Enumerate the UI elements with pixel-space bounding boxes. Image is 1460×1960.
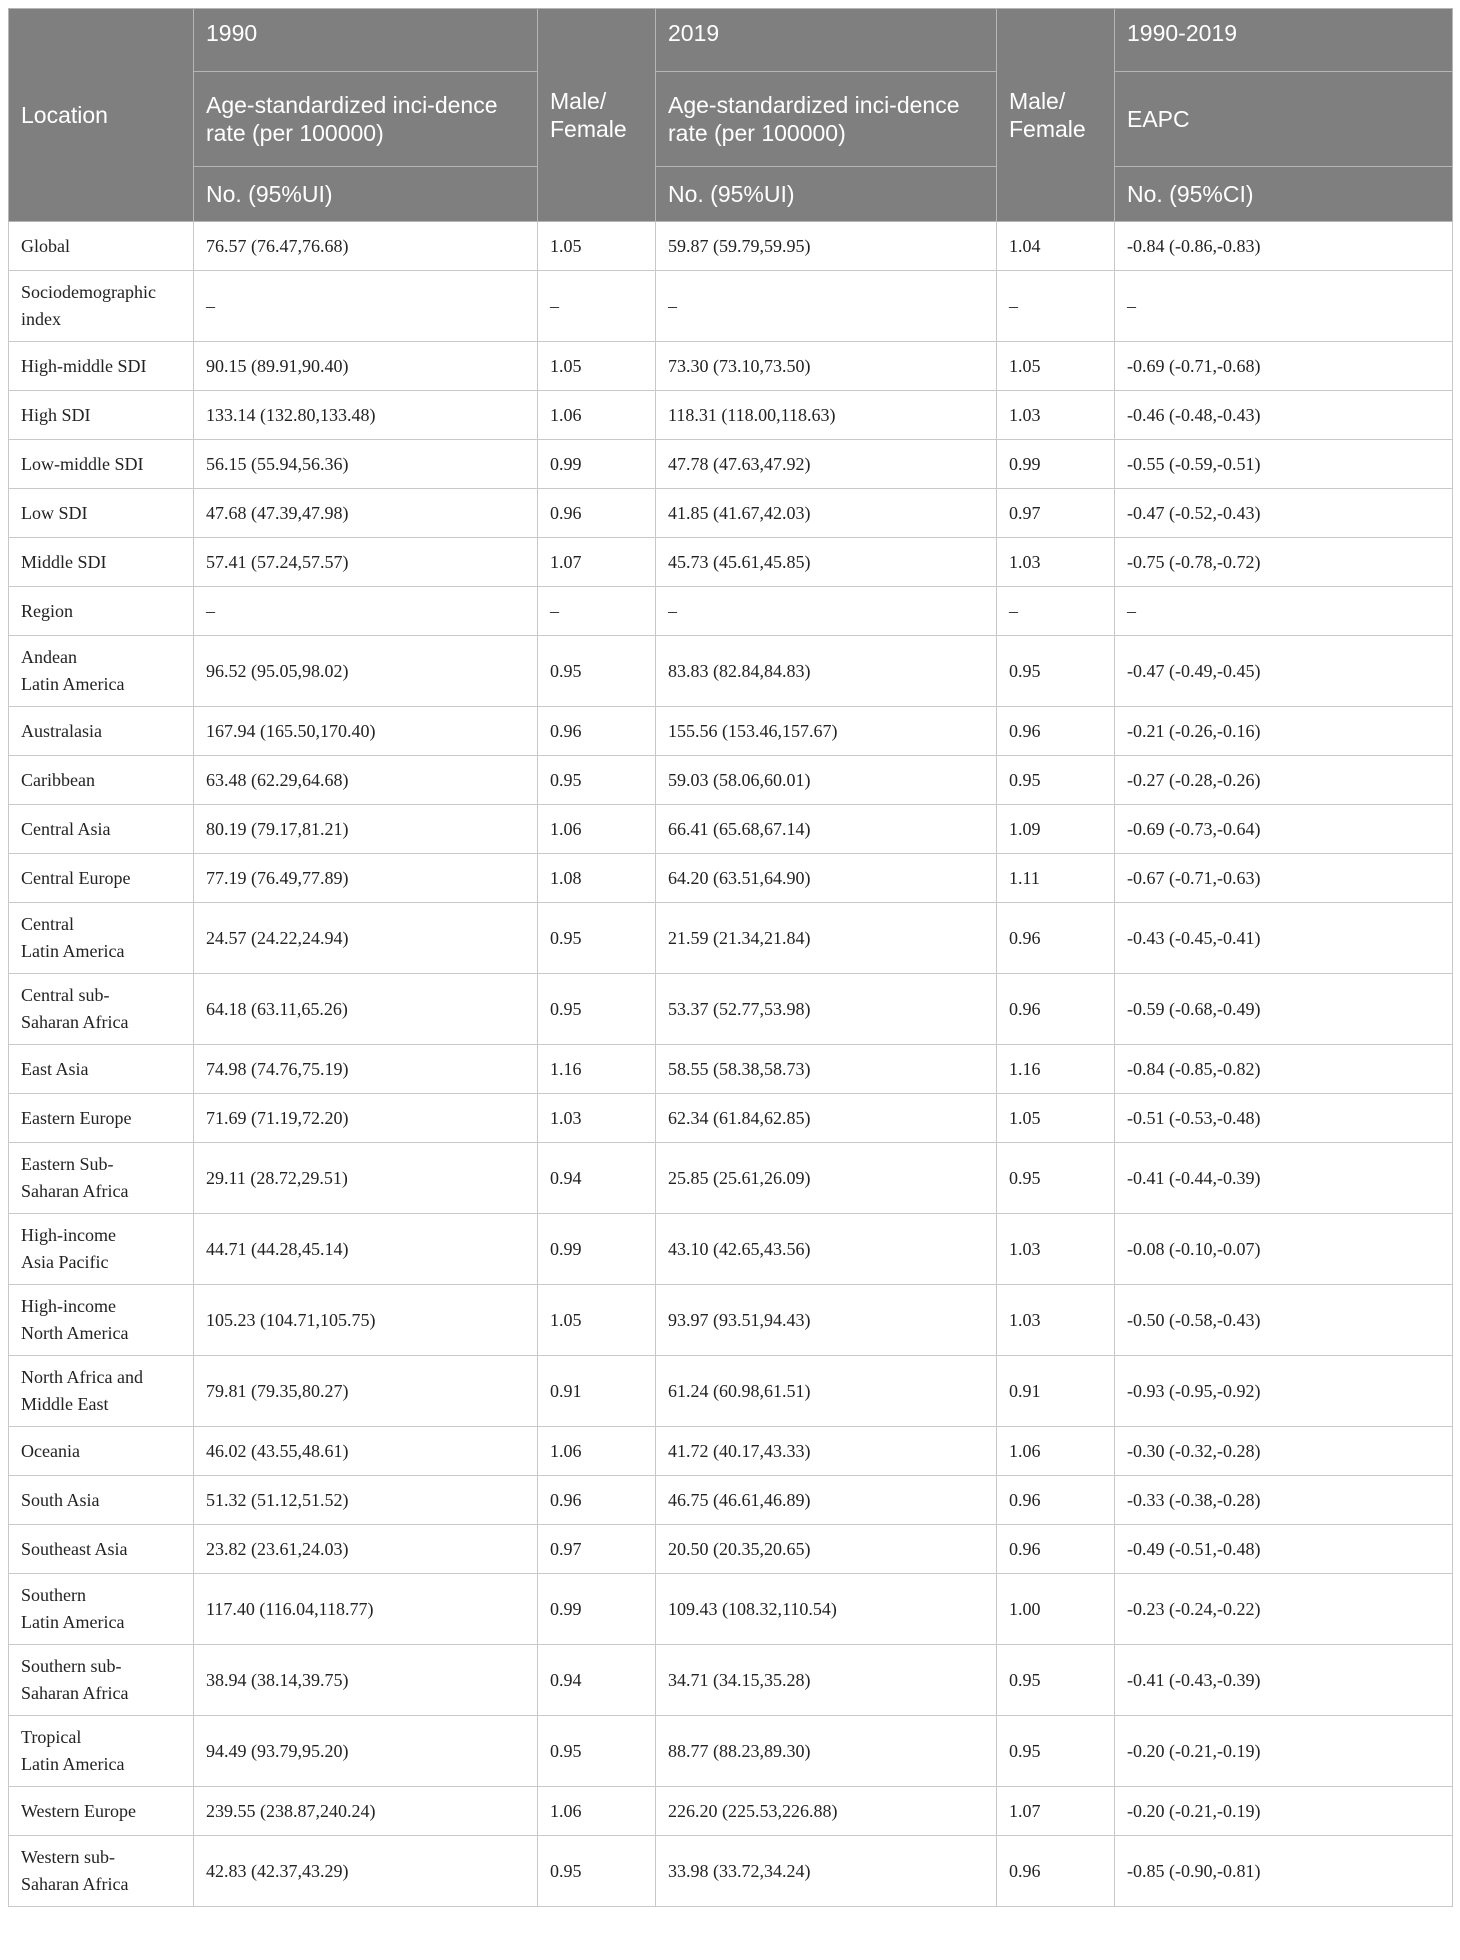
cell-eapc: -0.27 (-0.28,-0.26)	[1115, 756, 1453, 805]
cell-asir-1990: 133.14 (132.80,133.48)	[194, 391, 538, 440]
cell-location: Western Europe	[9, 1787, 194, 1836]
cell-asir-2019: 47.78 (47.63,47.92)	[656, 440, 997, 489]
cell-eapc: -0.21 (-0.26,-0.16)	[1115, 707, 1453, 756]
cell-mf-1990: 0.95	[538, 903, 656, 974]
cell-mf-2019: 1.05	[997, 1094, 1115, 1143]
cell-asir-1990: 96.52 (95.05,98.02)	[194, 636, 538, 707]
table-row	[9, 756, 1453, 805]
cell-mf-1990: 0.95	[538, 756, 656, 805]
table-row	[9, 854, 1453, 903]
header-year-2019: 2019	[656, 9, 997, 72]
cell-mf-2019: 0.99	[997, 440, 1115, 489]
table-row	[9, 636, 1453, 707]
cell-mf-1990: 0.95	[538, 636, 656, 707]
cell-mf-2019: 1.09	[997, 805, 1115, 854]
table-row	[9, 805, 1453, 854]
cell-mf-2019: 0.96	[997, 1525, 1115, 1574]
cell-eapc: -0.30 (-0.32,-0.28)	[1115, 1427, 1453, 1476]
cell-mf-1990: 1.06	[538, 1787, 656, 1836]
cell-eapc: -0.08 (-0.10,-0.07)	[1115, 1214, 1453, 1285]
cell-mf-2019: 0.96	[997, 1476, 1115, 1525]
cell-mf-2019: 0.96	[997, 707, 1115, 756]
cell-eapc: -0.84 (-0.85,-0.82)	[1115, 1045, 1453, 1094]
table-row	[9, 587, 1453, 636]
cell-location: High-income North America	[9, 1285, 194, 1356]
table-row	[9, 1214, 1453, 1285]
cell-location: High-middle SDI	[9, 342, 194, 391]
cell-mf-1990: 0.94	[538, 1143, 656, 1214]
cell-location: Andean Latin America	[9, 636, 194, 707]
cell-mf-2019: 0.96	[997, 903, 1115, 974]
cell-mf-2019: 0.95	[997, 1143, 1115, 1214]
cell-location: Central sub- Saharan Africa	[9, 974, 194, 1045]
cell-mf-2019: 0.95	[997, 756, 1115, 805]
cell-eapc: -0.20 (-0.21,-0.19)	[1115, 1716, 1453, 1787]
cell-mf-1990: 1.06	[538, 1427, 656, 1476]
cell-eapc: -0.93 (-0.95,-0.92)	[1115, 1356, 1453, 1427]
cell-mf-1990: 0.97	[538, 1525, 656, 1574]
table-row	[9, 1787, 1453, 1836]
cell-mf-1990: 0.91	[538, 1356, 656, 1427]
cell-asir-2019: 53.37 (52.77,53.98)	[656, 974, 997, 1045]
cell-mf-1990: 0.96	[538, 707, 656, 756]
cell-mf-2019: 0.96	[997, 1836, 1115, 1907]
cell-asir-2019: 73.30 (73.10,73.50)	[656, 342, 997, 391]
cell-asir-2019: 226.20 (225.53,226.88)	[656, 1787, 997, 1836]
cell-location: Low-middle SDI	[9, 440, 194, 489]
cell-eapc: -0.85 (-0.90,-0.81)	[1115, 1836, 1453, 1907]
cell-eapc: -0.23 (-0.24,-0.22)	[1115, 1574, 1453, 1645]
header-no-ci: No. (95%CI)	[1115, 167, 1453, 222]
cell-asir-1990: 74.98 (74.76,75.19)	[194, 1045, 538, 1094]
cell-asir-1990: 239.55 (238.87,240.24)	[194, 1787, 538, 1836]
table-row	[9, 903, 1453, 974]
cell-asir-2019: 59.87 (59.79,59.95)	[656, 222, 997, 271]
table-row	[9, 1716, 1453, 1787]
cell-location: Central Latin America	[9, 903, 194, 974]
table-header	[9, 9, 1453, 222]
cell-mf-2019: 1.11	[997, 854, 1115, 903]
cell-location: High-income Asia Pacific	[9, 1214, 194, 1285]
incidence-table-container	[8, 8, 1452, 1907]
cell-location: Eastern Europe	[9, 1094, 194, 1143]
cell-mf-1990: 0.96	[538, 489, 656, 538]
cell-mf-1990: 1.06	[538, 805, 656, 854]
cell-location: High SDI	[9, 391, 194, 440]
cell-asir-2019: –	[656, 271, 997, 342]
cell-eapc: -0.49 (-0.51,-0.48)	[1115, 1525, 1453, 1574]
cell-asir-1990: 105.23 (104.71,105.75)	[194, 1285, 538, 1356]
header-no-ui-1990: No. (95%UI)	[194, 167, 538, 222]
cell-asir-2019: 58.55 (58.38,58.73)	[656, 1045, 997, 1094]
cell-asir-2019: 155.56 (153.46,157.67)	[656, 707, 997, 756]
cell-mf-1990: 1.06	[538, 391, 656, 440]
cell-asir-2019: 118.31 (118.00,118.63)	[656, 391, 997, 440]
cell-location: Southeast Asia	[9, 1525, 194, 1574]
cell-mf-2019: 0.95	[997, 1645, 1115, 1716]
cell-mf-2019: –	[997, 587, 1115, 636]
cell-mf-2019: 1.03	[997, 1214, 1115, 1285]
cell-mf-2019: 1.06	[997, 1427, 1115, 1476]
cell-mf-2019: 1.07	[997, 1787, 1115, 1836]
cell-location: Southern sub- Saharan Africa	[9, 1645, 194, 1716]
header-male-female-2019: Male/ Female	[997, 9, 1115, 222]
cell-eapc: –	[1115, 271, 1453, 342]
cell-mf-2019: 0.97	[997, 489, 1115, 538]
cell-asir-2019: 93.97 (93.51,94.43)	[656, 1285, 997, 1356]
cell-asir-2019: 20.50 (20.35,20.65)	[656, 1525, 997, 1574]
cell-eapc: -0.33 (-0.38,-0.28)	[1115, 1476, 1453, 1525]
cell-location: South Asia	[9, 1476, 194, 1525]
cell-mf-2019: 1.16	[997, 1045, 1115, 1094]
cell-asir-1990: 63.48 (62.29,64.68)	[194, 756, 538, 805]
cell-mf-1990: 1.03	[538, 1094, 656, 1143]
cell-asir-1990: 117.40 (116.04,118.77)	[194, 1574, 538, 1645]
table-row	[9, 1143, 1453, 1214]
table-row	[9, 1356, 1453, 1427]
cell-asir-2019: 33.98 (33.72,34.24)	[656, 1836, 997, 1907]
cell-location: North Africa and Middle East	[9, 1356, 194, 1427]
header-location: Location	[9, 9, 194, 222]
table-row	[9, 440, 1453, 489]
header-male-female-1990: Male/ Female	[538, 9, 656, 222]
cell-mf-1990: 1.16	[538, 1045, 656, 1094]
cell-mf-1990: 0.95	[538, 1836, 656, 1907]
table-row	[9, 1476, 1453, 1525]
cell-mf-2019: 0.95	[997, 1716, 1115, 1787]
table-row	[9, 489, 1453, 538]
cell-eapc: -0.84 (-0.86,-0.83)	[1115, 222, 1453, 271]
cell-eapc: -0.20 (-0.21,-0.19)	[1115, 1787, 1453, 1836]
table-row	[9, 1525, 1453, 1574]
cell-location: Caribbean	[9, 756, 194, 805]
table-row	[9, 1836, 1453, 1907]
cell-eapc: -0.47 (-0.49,-0.45)	[1115, 636, 1453, 707]
cell-mf-1990: 0.95	[538, 1716, 656, 1787]
cell-asir-1990: 64.18 (63.11,65.26)	[194, 974, 538, 1045]
cell-eapc: -0.43 (-0.45,-0.41)	[1115, 903, 1453, 974]
cell-mf-1990: 1.07	[538, 538, 656, 587]
cell-asir-1990: 38.94 (38.14,39.75)	[194, 1645, 538, 1716]
table-row	[9, 1285, 1453, 1356]
header-no-ui-2019: No. (95%UI)	[656, 167, 997, 222]
cell-asir-2019: 61.24 (60.98,61.51)	[656, 1356, 997, 1427]
cell-mf-1990: 1.05	[538, 342, 656, 391]
cell-mf-1990: 0.99	[538, 1214, 656, 1285]
table-row	[9, 707, 1453, 756]
cell-asir-2019: 25.85 (25.61,26.09)	[656, 1143, 997, 1214]
cell-mf-1990: 0.94	[538, 1645, 656, 1716]
table-row	[9, 222, 1453, 271]
cell-eapc: -0.51 (-0.53,-0.48)	[1115, 1094, 1453, 1143]
cell-asir-1990: 76.57 (76.47,76.68)	[194, 222, 538, 271]
cell-asir-2019: 34.71 (34.15,35.28)	[656, 1645, 997, 1716]
cell-eapc: -0.55 (-0.59,-0.51)	[1115, 440, 1453, 489]
cell-mf-2019: –	[997, 271, 1115, 342]
incidence-table	[8, 8, 1453, 1907]
cell-location: Western sub- Saharan Africa	[9, 1836, 194, 1907]
cell-asir-1990: 23.82 (23.61,24.03)	[194, 1525, 538, 1574]
cell-asir-2019: 109.43 (108.32,110.54)	[656, 1574, 997, 1645]
cell-asir-2019: 46.75 (46.61,46.89)	[656, 1476, 997, 1525]
cell-mf-2019: 1.00	[997, 1574, 1115, 1645]
cell-location: East Asia	[9, 1045, 194, 1094]
cell-location: Tropical Latin America	[9, 1716, 194, 1787]
cell-mf-2019: 1.03	[997, 1285, 1115, 1356]
cell-mf-2019: 1.05	[997, 342, 1115, 391]
cell-asir-2019: 62.34 (61.84,62.85)	[656, 1094, 997, 1143]
cell-asir-1990: 167.94 (165.50,170.40)	[194, 707, 538, 756]
cell-location: Central Europe	[9, 854, 194, 903]
table-row	[9, 1574, 1453, 1645]
cell-mf-1990: 0.95	[538, 974, 656, 1045]
cell-eapc: -0.47 (-0.52,-0.43)	[1115, 489, 1453, 538]
cell-mf-1990: 1.08	[538, 854, 656, 903]
cell-location: Oceania	[9, 1427, 194, 1476]
cell-eapc: -0.50 (-0.58,-0.43)	[1115, 1285, 1453, 1356]
cell-mf-1990: 1.05	[538, 1285, 656, 1356]
cell-asir-1990: 51.32 (51.12,51.52)	[194, 1476, 538, 1525]
cell-asir-2019: 64.20 (63.51,64.90)	[656, 854, 997, 903]
table-row	[9, 271, 1453, 342]
cell-location: Middle SDI	[9, 538, 194, 587]
cell-eapc: -0.75 (-0.78,-0.72)	[1115, 538, 1453, 587]
cell-asir-2019: 43.10 (42.65,43.56)	[656, 1214, 997, 1285]
header-asir-1990: Age-standardized inci-dence rate (per 100000)	[194, 72, 538, 167]
cell-mf-2019: 1.03	[997, 391, 1115, 440]
cell-eapc: -0.59 (-0.68,-0.49)	[1115, 974, 1453, 1045]
cell-asir-2019: 66.41 (65.68,67.14)	[656, 805, 997, 854]
cell-asir-1990: 47.68 (47.39,47.98)	[194, 489, 538, 538]
cell-asir-1990: 44.71 (44.28,45.14)	[194, 1214, 538, 1285]
cell-eapc: -0.41 (-0.44,-0.39)	[1115, 1143, 1453, 1214]
cell-asir-1990: –	[194, 271, 538, 342]
cell-location: Southern Latin America	[9, 1574, 194, 1645]
cell-mf-1990: –	[538, 587, 656, 636]
cell-mf-2019: 1.04	[997, 222, 1115, 271]
table-row	[9, 1427, 1453, 1476]
cell-asir-2019: 41.72 (40.17,43.33)	[656, 1427, 997, 1476]
cell-eapc: –	[1115, 587, 1453, 636]
cell-asir-2019: 88.77 (88.23,89.30)	[656, 1716, 997, 1787]
cell-asir-2019: –	[656, 587, 997, 636]
cell-asir-2019: 59.03 (58.06,60.01)	[656, 756, 997, 805]
cell-asir-1990: 24.57 (24.22,24.94)	[194, 903, 538, 974]
cell-location: Sociodemographic index	[9, 271, 194, 342]
table-row	[9, 1645, 1453, 1716]
table-row	[9, 1094, 1453, 1143]
cell-asir-2019: 41.85 (41.67,42.03)	[656, 489, 997, 538]
cell-mf-2019: 0.91	[997, 1356, 1115, 1427]
cell-mf-1990: 0.96	[538, 1476, 656, 1525]
table-row	[9, 1045, 1453, 1094]
cell-asir-1990: 79.81 (79.35,80.27)	[194, 1356, 538, 1427]
cell-asir-1990: 90.15 (89.91,90.40)	[194, 342, 538, 391]
table-row	[9, 538, 1453, 587]
cell-asir-1990: 77.19 (76.49,77.89)	[194, 854, 538, 903]
cell-eapc: -0.46 (-0.48,-0.43)	[1115, 391, 1453, 440]
cell-eapc: -0.41 (-0.43,-0.39)	[1115, 1645, 1453, 1716]
cell-location: Central Asia	[9, 805, 194, 854]
cell-asir-1990: 57.41 (57.24,57.57)	[194, 538, 538, 587]
cell-location: Australasia	[9, 707, 194, 756]
cell-eapc: -0.69 (-0.71,-0.68)	[1115, 342, 1453, 391]
header-year-1990: 1990	[194, 9, 538, 72]
cell-mf-1990: 1.05	[538, 222, 656, 271]
cell-location: Region	[9, 587, 194, 636]
table-row	[9, 391, 1453, 440]
cell-mf-2019: 1.03	[997, 538, 1115, 587]
cell-asir-2019: 21.59 (21.34,21.84)	[656, 903, 997, 974]
header-eapc: EAPC	[1115, 72, 1453, 167]
cell-eapc: -0.69 (-0.73,-0.64)	[1115, 805, 1453, 854]
cell-asir-1990: –	[194, 587, 538, 636]
cell-asir-1990: 56.15 (55.94,56.36)	[194, 440, 538, 489]
cell-eapc: -0.67 (-0.71,-0.63)	[1115, 854, 1453, 903]
cell-mf-2019: 0.95	[997, 636, 1115, 707]
header-period: 1990-2019	[1115, 9, 1453, 72]
cell-asir-1990: 46.02 (43.55,48.61)	[194, 1427, 538, 1476]
table-row	[9, 974, 1453, 1045]
cell-asir-1990: 80.19 (79.17,81.21)	[194, 805, 538, 854]
cell-mf-2019: 0.96	[997, 974, 1115, 1045]
cell-asir-1990: 71.69 (71.19,72.20)	[194, 1094, 538, 1143]
cell-mf-1990: –	[538, 271, 656, 342]
cell-location: Low SDI	[9, 489, 194, 538]
table-body	[9, 222, 1453, 1907]
cell-asir-1990: 94.49 (93.79,95.20)	[194, 1716, 538, 1787]
cell-location: Global	[9, 222, 194, 271]
cell-asir-1990: 42.83 (42.37,43.29)	[194, 1836, 538, 1907]
cell-location: Eastern Sub- Saharan Africa	[9, 1143, 194, 1214]
cell-asir-2019: 83.83 (82.84,84.83)	[656, 636, 997, 707]
cell-mf-1990: 0.99	[538, 440, 656, 489]
header-asir-2019: Age-standardized inci-dence rate (per 100000)	[656, 72, 997, 167]
cell-asir-1990: 29.11 (28.72,29.51)	[194, 1143, 538, 1214]
table-row	[9, 342, 1453, 391]
cell-asir-2019: 45.73 (45.61,45.85)	[656, 538, 997, 587]
cell-mf-1990: 0.99	[538, 1574, 656, 1645]
